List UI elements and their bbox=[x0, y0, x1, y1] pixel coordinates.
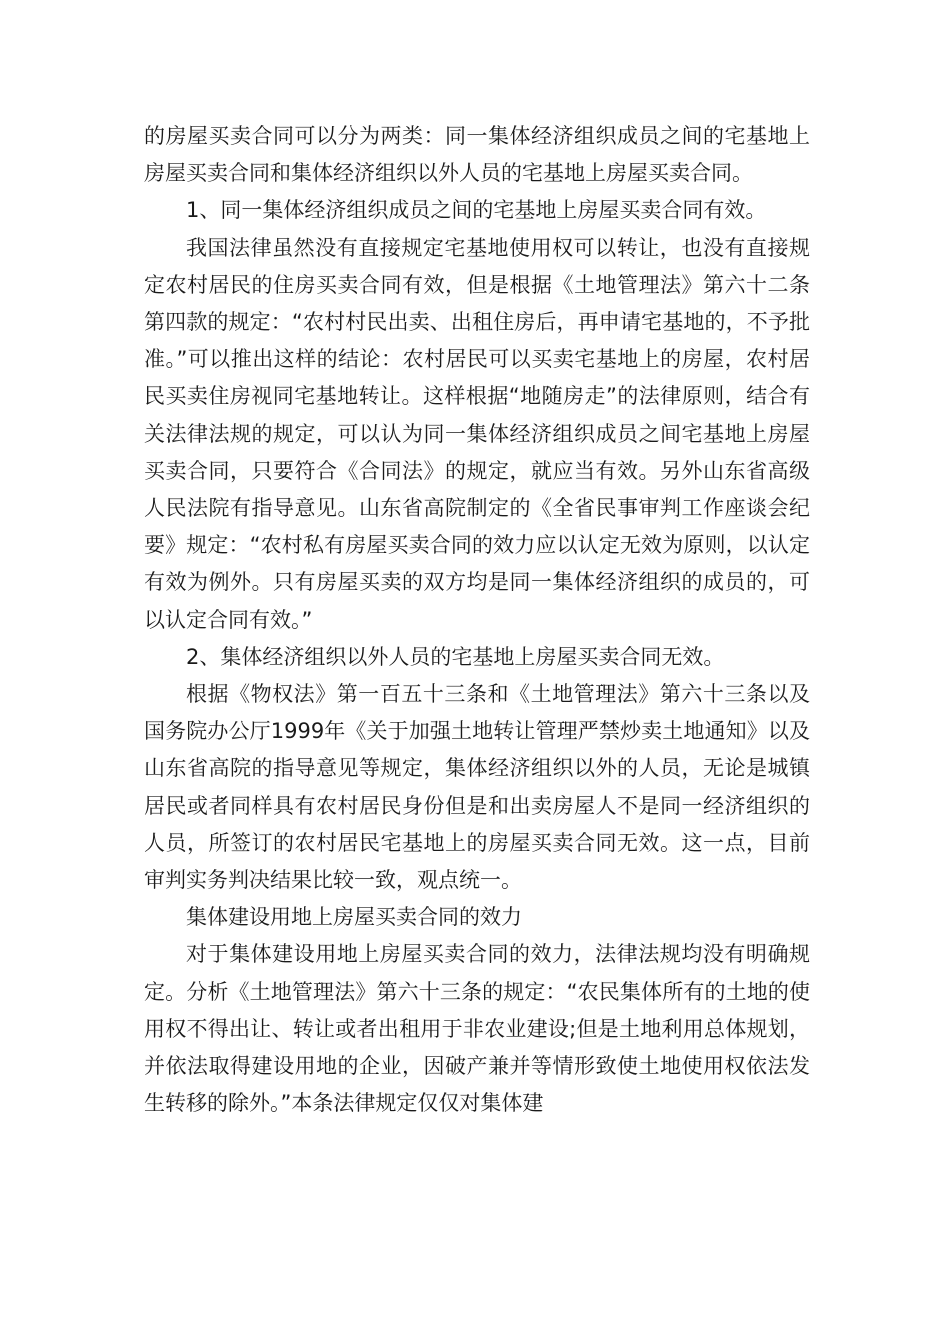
paragraph-5: 根据《物权法》第一百五十三条和《土地管理法》第六十三条以及国务院办公厅1999年《关于加强土地转让管理严禁炒卖土地通知》以及山东省高院的指导意见等规定，集体经济组织以外的人员，无论是城镇居民或者同样具有农村居民身份但是和出卖房屋人不是同一经济组织的人员，所签订的农村居民宅基地上的房屋买卖合同无效。这一点，目前审判实务判决结果比较一致，观点统一。 bbox=[144, 682, 810, 893]
paragraph-4-heading: 2、集体经济组织以外人员的宅基地上房屋买卖合同无效。 bbox=[186, 644, 725, 669]
document-body bbox=[144, 118, 810, 1122]
paragraph-7: 对于集体建设用地上房屋买卖合同的效力，法律法规均没有明确规定。分析《土地管理法》第六十三条的规定：“农民集体所有的土地的使用权不得出让、转让或者出租用于非农业建设;但是土地利用总体规划，并依法取得建设用地的企业，因破产兼并等情形致使土地使用权依法发生转移的除外。”本条法律规定仅仅对集体建 bbox=[144, 942, 810, 1116]
paragraph-3: 我国法律虽然没有直接规定宅基地使用权可以转让，也没有直接规定农村居民的住房买卖合同有效，但是根据《土地管理法》第六十二条第四款的规定：“农村村民出卖、出租住房后，再申请宅基地的，不予批准。”可以推出这样的结论：农村居民可以买卖宅基地上的房屋，农村居民买卖住房视同宅基地转让。这样根据“地随房走”的法律原则，结合有关法律法规的规定，可以认为同一集体经济组织成员之间宅基地上房屋买卖合同，只要符合《合同法》的规定，就应当有效。另外山东省高级人民法院有指导意见。山东省高院制定的《全省民事审判工作座谈会纪要》规定：“农村私有房屋买卖合同的效力应以认定无效为原则，以认定有效为例外。只有房屋买卖的双方均是同一集体经济组织的成员的，可以认定合同有效。” bbox=[144, 235, 810, 632]
paragraph-1: 的房屋买卖合同可以分为两类：同一集体经济组织成员之间的宅基地上房屋买卖合同和集体经济组织以外人员的宅基地上房屋买卖合同。 bbox=[144, 124, 810, 186]
paragraph-2-heading: 1、同一集体经济组织成员之间的宅基地上房屋买卖合同有效。 bbox=[186, 198, 767, 223]
paragraph-6-heading: 集体建设用地上房屋买卖合同的效力 bbox=[186, 905, 522, 930]
